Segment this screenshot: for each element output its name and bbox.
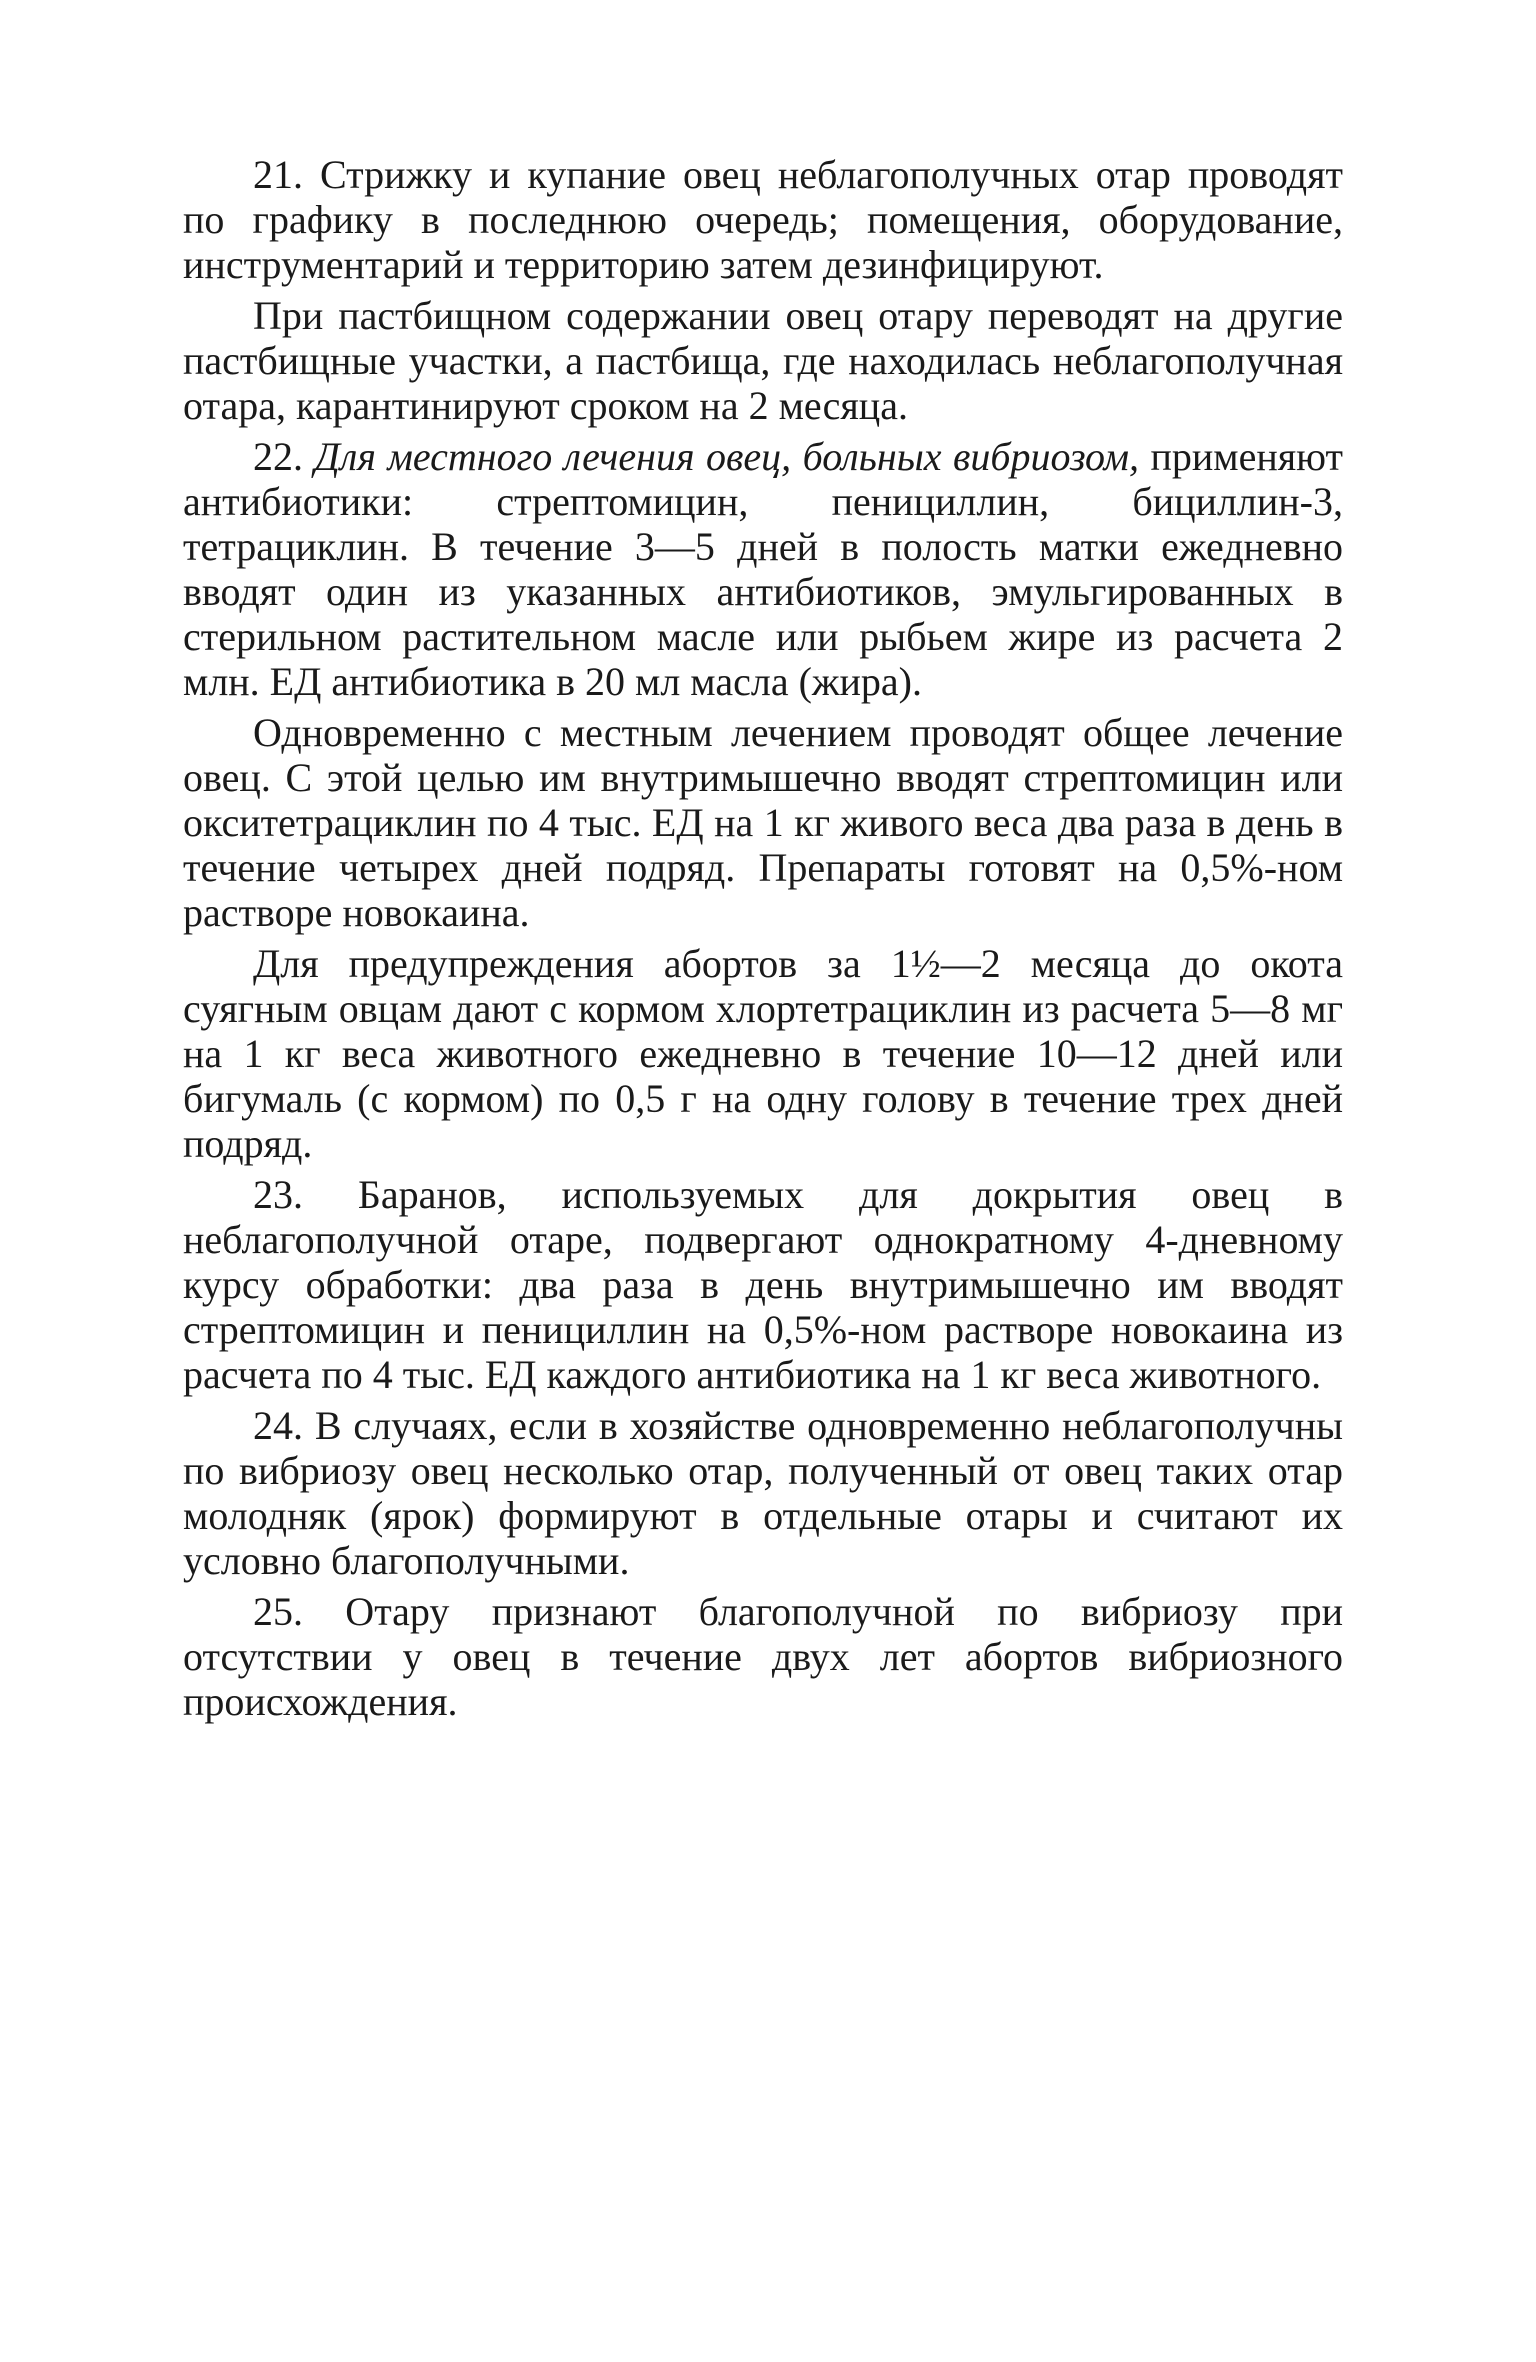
paragraph-22-number: 22. (253, 434, 303, 479)
paragraph-22-general-treatment: Одновременно с местным лечением проводят общее лечение овец. С этой целью им внутримышечно вводят стрептомицин или окситетрациклин по 4 тыс. ЕД на 1 кг живого веса два раза в день в течение четырех дней подряд. Препараты готовят на 0,5%-ном растворе новокаина. (183, 710, 1343, 935)
paragraph-21: 21. Стрижку и купание овец неблагополучных отар проводят по графику в последнюю очередь; помещения, оборудование, инструментарий и территорию затем дезинфицируют. (183, 152, 1343, 287)
paragraph-24: 24. В случаях, если в хозяйстве одновременно неблагополучны по вибриозу овец несколько отар, полученный от овец таких отар молодняк (ярок) формируют в отдельные отары и считают их условно благополучными. (183, 1403, 1343, 1583)
paragraph-22-abortion-prevention: Для предупреждения абортов за 1½—2 месяца до окота суягным овцам дают с кормом хлортетрациклин из расчета 5—8 мг на 1 кг веса животного ежедневно в течение 10—12 дней или бигумаль (с кормом) по 0,5 г на одну голову в течение трех дней подряд. (183, 941, 1343, 1166)
paragraph-25: 25. Отару признают благополучной по вибриозу при отсутствии у овец в течение двух лет абортов вибриозного происхождения. (183, 1589, 1343, 1724)
paragraph-21-pasture: При пастбищном содержании овец отару переводят на другие пастбищные участки, а пастбища, где находилась неблагополучная отара, карантинируют сроком на 2 месяца. (183, 293, 1343, 428)
paragraph-22 (183, 434, 1343, 704)
paragraph-22-rest: применяют антибиотики: стрептомицин, пенициллин, бициллин-3, тетрациклин. В течение 3—5 дней в полость матки ежедневно вводят один из указанных антибиотиков, эмульгированных в стерильном растительном масле или рыбьем жире из расчета 2 млн. ЕД антибиотика в 20 мл масла (жира). (183, 434, 1344, 704)
paragraph-23: 23. Баранов, используемых для докрытия овец в неблагополучной отаре, подвергают однократному 4-дневному курсу обработки: два раза в день внутримышечно им вводят стрептомицин и пенициллин на 0,5%-ном растворе новокаина из расчета по 4 тыс. ЕД каждого антибиотика на 1 кг веса животного. (183, 1172, 1343, 1397)
paragraph-22-italic-lead: Для местного лечения овец, больных вибриозом, (314, 434, 1140, 479)
document-page (183, 152, 1343, 1730)
